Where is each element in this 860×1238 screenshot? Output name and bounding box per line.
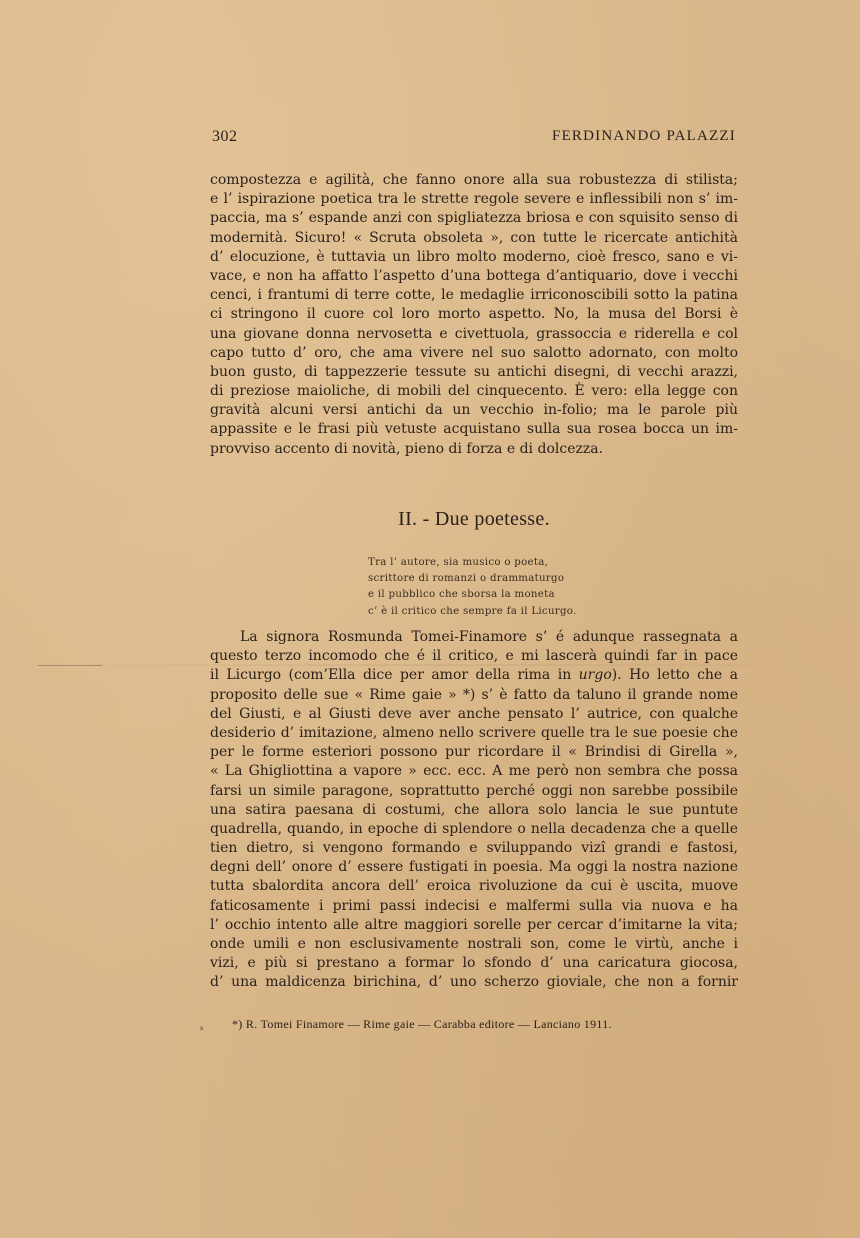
text-line: « La Ghigliottina a vapore » ecc. ecc. A me però non sembra che possa	[210, 763, 738, 780]
epigraph	[368, 555, 577, 620]
text-line: desiderio d’ imitazione, almeno nello scrivere quelle tra le sue poesie che	[210, 724, 738, 741]
epigraph-line: scrittore di romanzi o drammaturgo	[368, 573, 565, 585]
footnote	[232, 1017, 612, 1032]
text-line: paccia, ma s’ espande anzi con spigliatezza briosa e con squisito senso di	[210, 210, 738, 227]
margin-mark: ₛ	[200, 1020, 204, 1033]
text-line: vizi, e più si prestano a formar lo sfondo d’ una caricatura giocosa,	[210, 955, 738, 972]
text-line: degni dell’ onore d’ essere fustigati in poesia. Ma oggi la nostra nazione	[210, 859, 738, 876]
text-line: appassite e le frasi più vetuste acquistano sulla sua rosea bocca un im-	[210, 421, 738, 438]
running-head	[212, 128, 736, 152]
text-line: tien dietro, si vengono formando e sviluppando vizî grandi e fastosi,	[210, 840, 738, 857]
footnote-mark: *)	[232, 1017, 243, 1031]
text-line: del Giusti, e al Giusti deve aver anche pensato l’ autrice, con qualche	[210, 705, 738, 722]
text-line: una giovane donna nervosetta e civettuola, grassoccia e riderella e col	[210, 325, 738, 342]
epigraph-line: Tra l’ autore, sia musico o poeta,	[368, 557, 549, 568]
text-line: l’ occhio intento alle altre maggiori sorelle per cercar d’imitarne la vita;	[210, 916, 738, 933]
page-number: 302	[212, 128, 238, 145]
margin-pencil-mark	[38, 665, 102, 666]
epigraph-line: c’ è il critico che sempre fa il Licurgo.	[368, 605, 577, 617]
text-line: d’ elocuzione, è tuttavia un libro molto moderno, cioè fresco, sano e vi-	[210, 248, 738, 265]
text-line: una satira paesana di costumi, che allora solo lancia le sue puntute	[210, 801, 738, 818]
text-segment: il Licurgo (com’Ella dice per amor della rima in	[210, 667, 579, 684]
section-title: II. - Due poetesse.	[398, 508, 550, 530]
text-line: capo tutto d’ oro, che ama vivere nel suo salotto adornato, con molto	[210, 344, 738, 361]
text-line: di preziose maioliche, di mobili del cinquecento. È vero: ella legge con	[210, 383, 738, 400]
text-line: tutta sbalordita ancora dell’ eroica rivoluzione da cui è uscita, muove	[210, 878, 738, 895]
paragraph-1	[210, 171, 738, 459]
text-line: gravità alcuni versi antichi da un vecchio in-folio; ma le parole più	[210, 402, 738, 419]
paragraph-2	[210, 628, 738, 993]
text-line: onde umili e non esclusivamente nostrali son, come le virtù, anche i	[210, 936, 738, 952]
text-line: vace, e non ha affatto l’aspetto d’una bottega d’antiquario, dove i vecchi	[210, 267, 738, 284]
italic-word: urgo	[578, 667, 612, 684]
text-line: d’ una maldicenza birichina, d’ uno scherzo gioviale, che non a fornir	[210, 974, 738, 991]
text-line: per le forme esteriori possono pur ricordare il « Brindisi di Girella »,	[210, 744, 738, 761]
running-title: FERDINANDO PALAZZI	[552, 128, 736, 144]
text-line	[210, 666, 738, 685]
text-line: farsi un simile paragone, soprattutto perché oggi non sarebbe possibile	[210, 782, 738, 799]
text-line: modernità. Sicuro! « Scruta obsoleta », con tutte le ricercate antichità	[210, 229, 738, 246]
text-line: provviso accento di novità, pieno di forza e di dolcezza.	[210, 440, 604, 457]
text-line: questo terzo incomodo che é il critico, e mi lascerà quindi far in pace	[210, 648, 738, 665]
text-line: buon gusto, di tappezzerie tessute su antichi disegni, di vecchi arazzi,	[210, 363, 738, 380]
text-line: compostezza e agilità, che fanno onore alla sua robustezza di stilista;	[210, 172, 738, 188]
text-line: ci stringono il cuore col loro morto aspetto. No, la musa del Borsi è	[210, 306, 738, 323]
text-segment: ). Ho letto che a	[611, 667, 738, 684]
epigraph-line: e il pubblico che sborsa la moneta	[368, 589, 555, 601]
text-line: proposito delle sue « Rime gaie » *) s’ è fatto da taluno il grande nome	[210, 686, 738, 703]
footnote-text: R. Tomei Finamore — Rime gaie — Carabba editore — Lanciano 1911.	[245, 1017, 612, 1031]
text-line: quadrella, quando, in epoche di splendore o nella decadenza che a quelle	[210, 820, 738, 837]
text-line: cenci, i frantumi di terre cotte, le medaglie irriconoscibili sotto la patina	[210, 287, 738, 304]
text-line: La signora Rosmunda Tomei-Finamore s’ é adunque rassegnata a	[240, 629, 738, 645]
text-line: faticosamente i primi passi indecisi e malfermi sulla via nuova e ha	[210, 897, 738, 914]
text-line: e l’ ispirazione poetica tra le strette regole severe e inflessibili non s’ im-	[210, 191, 738, 208]
